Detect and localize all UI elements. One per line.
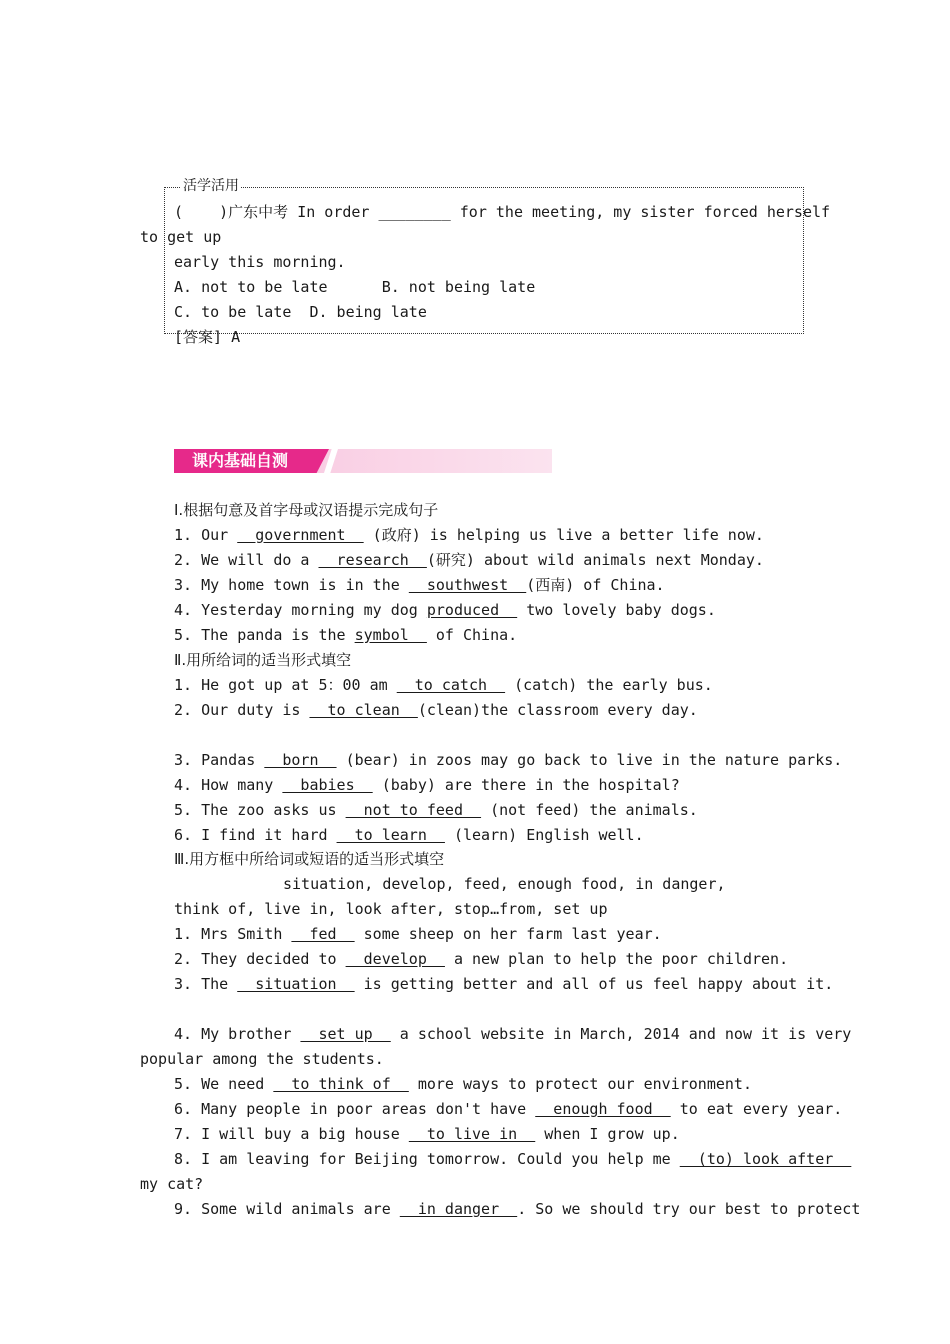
part3-item: 6. Many people in poor areas don't have enough food to eat every year. (174, 1100, 843, 1118)
part3-item: 8. I am leaving for Beijing tomorrow. Could you help me (to) look after (174, 1150, 852, 1168)
part1-item: 5. The panda is the symbol of China. (174, 626, 518, 644)
part2-heading: Ⅱ.用所给词的适当形式填空 (174, 651, 352, 669)
part3-item: 3. The situation is getting better and all of us feel happy about it. (174, 975, 834, 993)
answer-blank: produced (426, 601, 518, 619)
part3-item: 1. Mrs Smith fed some sheep on her farm last year. (174, 925, 662, 943)
section-banner (174, 449, 552, 473)
answer-blank: symbol (354, 626, 427, 644)
answer-blank: to think of (273, 1075, 409, 1093)
answer-blank: born (264, 751, 337, 769)
part2-item: 1. He got up at 5：00 am to catch (catch) the early bus. (174, 676, 713, 694)
section-title: 课内基础自测 (192, 451, 289, 470)
answer-blank: not to feed (345, 801, 482, 819)
word-box-line1: situation, develop, feed, enough food, in danger, (283, 875, 726, 893)
word-box-line2: think of, live in, look after, stop…from, set up (174, 900, 608, 918)
part3-item-continuation: my cat? (140, 1175, 204, 1193)
answer-blank: in danger (399, 1200, 518, 1218)
part3-heading: Ⅲ.用方框中所给词或短语的适当形式填空 (174, 850, 445, 868)
part3-item: 7. I will buy a big house to live in when I grow up. (174, 1125, 680, 1143)
part1-heading: Ⅰ.根据句意及首字母或汉语提示完成句子 (174, 501, 439, 519)
part3-item-continuation: popular among the students. (140, 1050, 384, 1068)
answer-blank: develop (345, 950, 445, 968)
part3-item: 9. Some wild animals are in danger . So we should try our best to protect (174, 1200, 861, 1218)
practice-answer: [答案] A (174, 328, 241, 346)
part1-item: 1. Our government (政府) is helping us live a better life now. (174, 526, 764, 544)
part1-item: 3. My home town is in the southwest (西南) of China. (174, 576, 665, 594)
answer-blank: set up (300, 1025, 391, 1043)
practice-question-line2: to get up (140, 228, 222, 246)
answer-blank: to catch (396, 676, 506, 694)
answer-blank: to clean (309, 701, 418, 719)
answer-blank: to learn (336, 826, 445, 844)
answer-blank: fed (291, 925, 355, 943)
part2-item: 6. I find it hard to learn (learn) English well. (174, 826, 644, 844)
practice-title: 活学活用 (183, 178, 239, 194)
answer-blank: situation (237, 975, 355, 993)
part3-item: 4. My brother set up a school website in March, 2014 and now it is very (174, 1025, 852, 1043)
part2-item: 5. The zoo asks us not to feed (not feed) the animals. (174, 801, 698, 819)
part3-item: 5. We need to think of more ways to protect our environment. (174, 1075, 752, 1093)
part2-item: 2. Our duty is to clean (clean)the classroom every day. (174, 701, 698, 719)
practice-options-cd: C. to be late D. being late (174, 303, 427, 321)
answer-blank: enough food (535, 1100, 671, 1118)
part2-item: 3. Pandas born (bear) in zoos may go back to live in the nature parks. (174, 751, 843, 769)
answer-blank: to live in (408, 1125, 536, 1143)
part1-item: 2. We will do a research (研究) about wild animals next Monday. (174, 551, 764, 569)
answer-blank: southwest (408, 576, 527, 594)
part1-item: 4. Yesterday morning my dog produced two lovely baby dogs. (174, 601, 716, 619)
practice-question-line3: early this morning. (174, 253, 346, 271)
answer-blank: government (237, 526, 364, 544)
answer-blank: babies (282, 776, 373, 794)
part3-item: 2. They decided to develop a new plan to help the poor children. (174, 950, 789, 968)
answer-blank: (to) look after (679, 1150, 852, 1168)
part2-item: 4. How many babies (baby) are there in the hospital? (174, 776, 680, 794)
practice-options-ab: A. not to be late B. not being late (174, 278, 536, 296)
answer-blank: research (318, 551, 427, 569)
practice-question-line1: ( )广东中考 In order ________ for the meeting, my sister forced herself (174, 203, 831, 221)
